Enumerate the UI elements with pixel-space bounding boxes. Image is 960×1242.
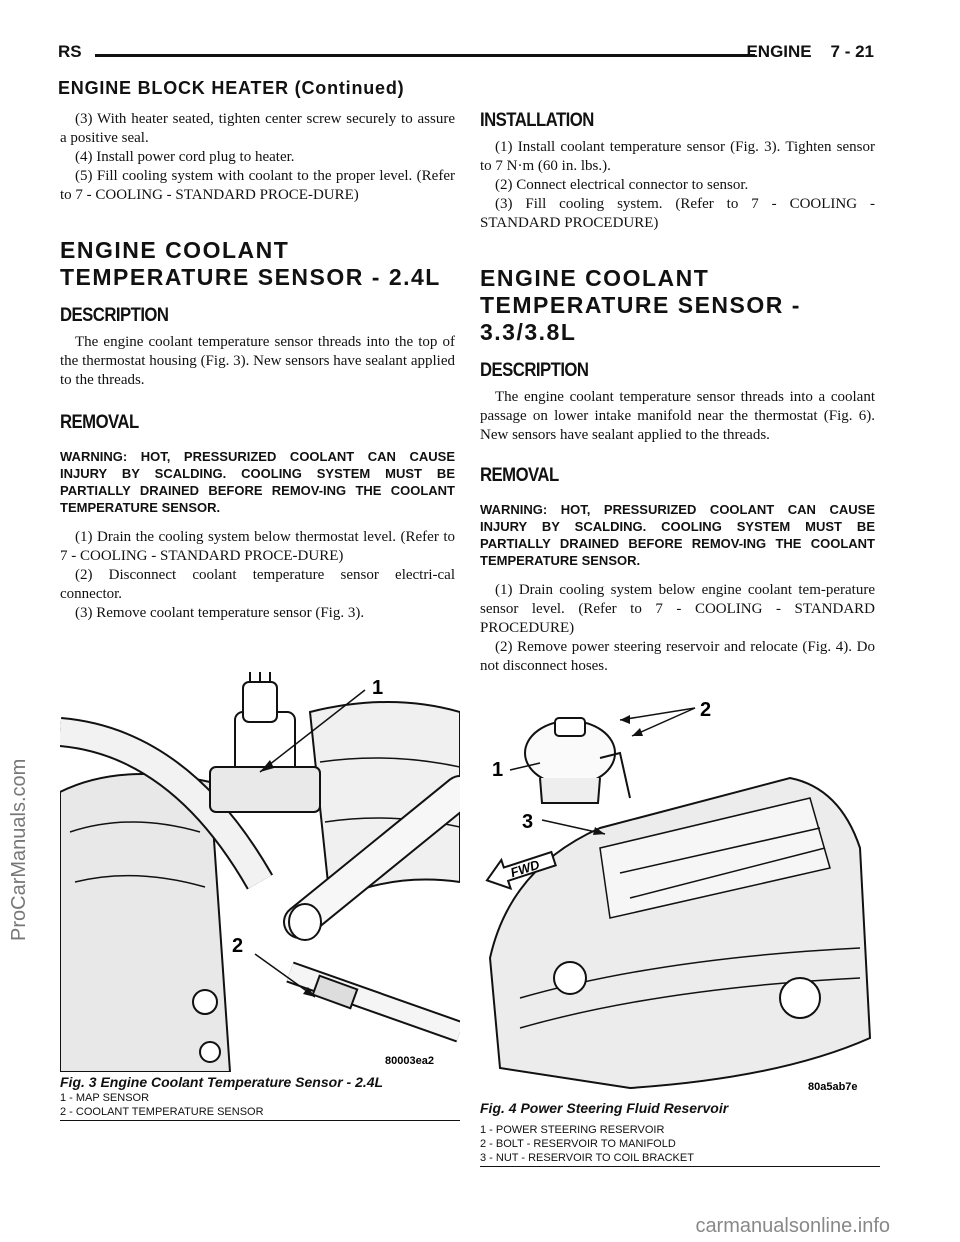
figure-legend-item: 3 - NUT - RESERVOIR TO COIL BRACKET	[480, 1152, 694, 1164]
figure-legend-item: 1 - MAP SENSOR	[60, 1092, 150, 1104]
figure-legend-item: 2 - BOLT - RESERVOIR TO MANIFOLD	[480, 1138, 676, 1150]
step-text: (4) Install power cord plug to heater.	[75, 149, 295, 165]
step-text: (2) Disconnect coolant temperature sensor electri-cal connector.	[60, 567, 455, 602]
description-heading: DESCRIPTION	[60, 305, 169, 326]
continued-heading: ENGINE BLOCK HEATER (Continued)	[58, 78, 405, 98]
figure-caption: Fig. 4 Power Steering Fluid Reservoir	[480, 1100, 729, 1116]
warning-text: WARNING: HOT, PRESSURIZED COOLANT CAN CAUSE INJURY BY SCALDING. COOLING SYSTEM MUST BE PARTIALLY DRAINED BEFORE REMOV-ING THE COOLANT TEMPERATURE SENSOR.	[480, 502, 875, 568]
footer-watermark: carmanualsonline.info	[695, 1215, 890, 1237]
figure-rule	[60, 1120, 460, 1121]
step-text: (1) Drain cooling system below engine coolant tem-perature sensor level. (Refer to 7 - COOLING - STANDARD PROCEDURE)	[480, 582, 875, 636]
header-section-code: RS	[58, 42, 82, 61]
figure-3-illustration	[60, 672, 460, 1072]
warning-text: WARNING: HOT, PRESSURIZED COOLANT CAN CAUSE INJURY BY SCALDING. COOLING SYSTEM MUST BE PARTIALLY DRAINED BEFORE REMOV-ING THE COOLANT TEMPERATURE SENSOR.	[60, 449, 455, 515]
section-title: TEMPERATURE SENSOR -	[480, 292, 801, 318]
callout-label: 1	[492, 759, 504, 781]
header-rule	[95, 54, 755, 57]
header-page-ref: ENGINE 7 - 21	[746, 42, 874, 61]
step-text: (5) Fill cooling system with coolant to the proper level. (Refer to 7 - COOLING - STANDARD PROCE-DURE)	[60, 168, 455, 203]
step-text: (3) With heater seated, tighten center screw securely to assure a positive seal.	[60, 111, 455, 146]
description-text: The engine coolant temperature sensor threads into the top of the thermostat housing (Fig. 3). New sensors have sealant applied to the threads.	[60, 334, 455, 388]
step-text: (1) Install coolant temperature sensor (Fig. 3). Tighten sensor to 7 N·m (60 in. lbs.).	[480, 139, 875, 174]
step-text: (3) Fill cooling system. (Refer to 7 - COOLING - STANDARD PROCEDURE)	[480, 196, 875, 231]
installation-heading: INSTALLATION	[480, 110, 594, 131]
figure-rule	[480, 1166, 880, 1167]
callout-label: 3	[522, 811, 534, 833]
section-title: TEMPERATURE SENSOR - 2.4L	[60, 264, 441, 290]
section-title: ENGINE COOLANT	[480, 265, 710, 291]
callout-label: 1	[372, 677, 384, 699]
right-column	[480, 110, 875, 676]
figure-legend-item: 2 - COOLANT TEMPERATURE SENSOR	[60, 1106, 264, 1118]
step-text: (1) Drain the cooling system below thermostat level. (Refer to 7 - COOLING - STANDARD PROCE-DURE)	[60, 529, 455, 564]
description-text: The engine coolant temperature sensor threads into a coolant passage on lower intake manifold near the thermostat (Fig. 6). New sensors have sealant applied to the threads.	[480, 389, 875, 443]
section-title: ENGINE COOLANT	[60, 237, 290, 263]
side-watermark: ProCarManuals.com	[8, 758, 30, 942]
figure-4	[480, 698, 880, 1167]
figure-code: 80003ea2	[385, 1055, 434, 1067]
step-text: (2) Remove power steering reservoir and relocate (Fig. 4). Do not disconnect hoses.	[480, 639, 875, 674]
section-title: 3.3/3.8L	[480, 319, 577, 345]
figure-4-illustration	[480, 698, 880, 1098]
figure-legend-item: 1 - POWER STEERING RESERVOIR	[480, 1124, 665, 1136]
figure-code: 80a5ab7e	[808, 1081, 858, 1093]
removal-heading: REMOVAL	[480, 465, 559, 486]
step-text: (3) Remove coolant temperature sensor (Fig. 3).	[75, 605, 365, 621]
left-column	[60, 110, 455, 623]
step-text: (2) Connect electrical connector to sensor.	[495, 177, 749, 193]
removal-heading: REMOVAL	[60, 412, 139, 433]
figure-3	[60, 672, 460, 1121]
callout-label: 2	[232, 935, 244, 957]
description-heading: DESCRIPTION	[480, 360, 589, 381]
fwd-label: FWD	[508, 856, 542, 881]
figure-caption: Fig. 3 Engine Coolant Temperature Sensor - 2.4L	[60, 1074, 384, 1090]
callout-label: 2	[700, 699, 712, 721]
